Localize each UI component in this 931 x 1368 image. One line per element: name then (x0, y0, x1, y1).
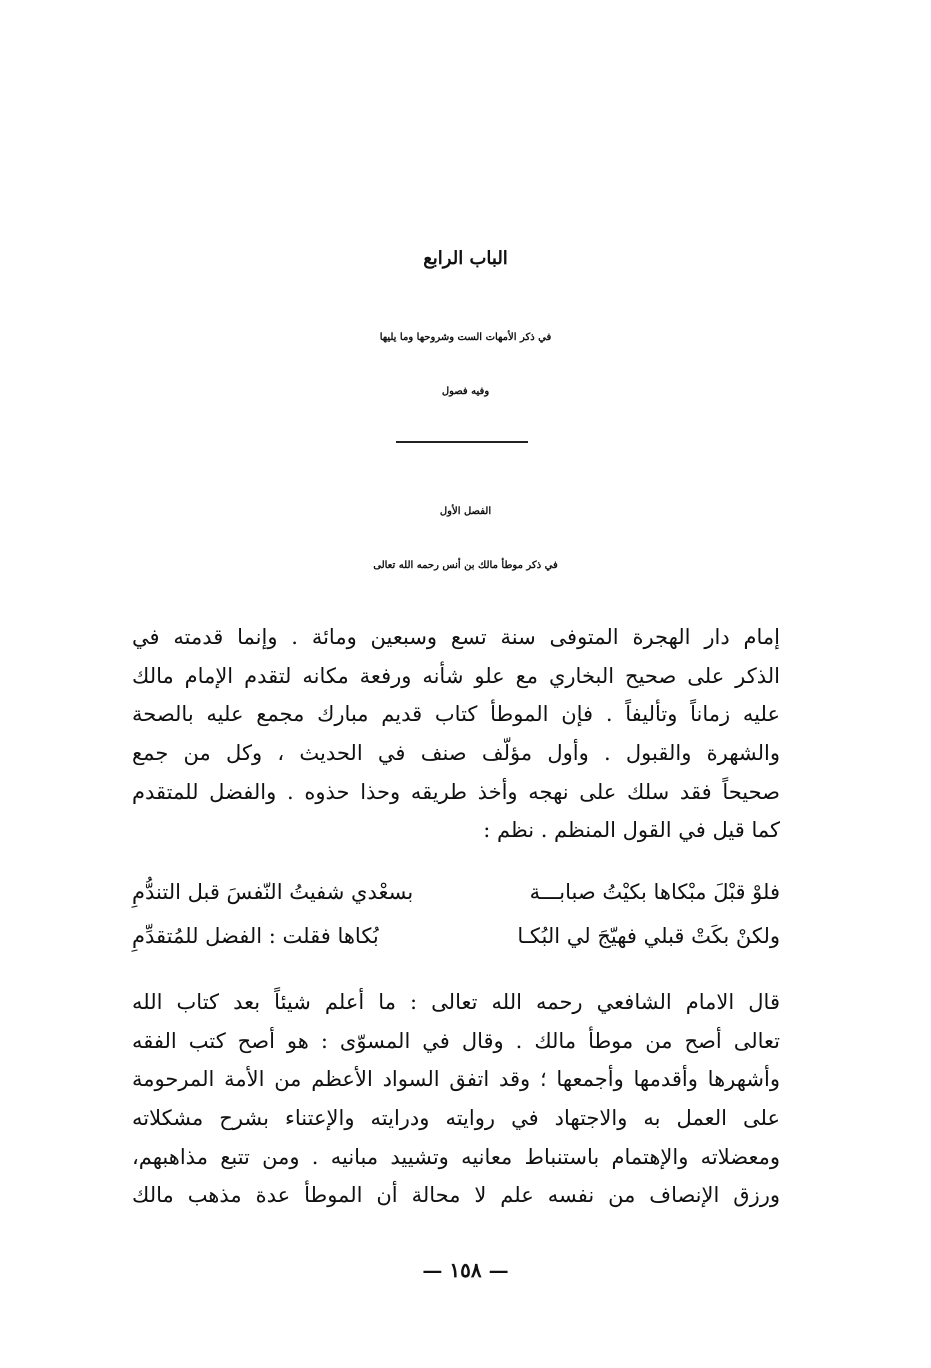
verse-first-hemistich: ولكنْ بكَتْ قبلي فهيّجَ لي البُكـا (517, 924, 780, 948)
verse-line (132, 872, 780, 912)
paragraph-shafii (132, 983, 780, 1215)
text-line: ورزق الإنصاف من نفسه علم لا محالة أن الموطأ عدة مذهب مالك (132, 1183, 780, 1208)
text-line: عليه زماناً وتأليفاً . فإن الموطأ كتاب قديم مبارك مجمع عليه بالصحة (132, 702, 780, 727)
chapter-title: الباب الرابع (423, 248, 508, 269)
page-number: — ١٥٨ — (422, 1258, 509, 1282)
verse-second-hemistich: بُكاها فقلت : الفضل للمُتقدِّمِ (132, 924, 379, 948)
verse-second-hemistich: بسعْدي شفيتُ النّفسَ قبل التندُّمِ (132, 880, 414, 904)
paragraph-intro (132, 618, 780, 850)
text-line: على العمل به والاجتهاد في روايته ودرايته والإعتناء بشرح مشكلاته (132, 1106, 780, 1131)
text-line: الذكر على صحيح البخاري مع علو شأنه ورفعة مكانه لتقدم الإمام مالك (132, 663, 780, 688)
text-line: وأشهرها وأقدمها وأجمعها ؛ وقد اتفق السواد الأعظم من الأمة المرحومة (132, 1067, 780, 1092)
section-subtitle: في ذكر موطأ مالك بن أنس رحمه الله تعالى (373, 560, 558, 571)
verse-first-hemistich: فلوْ قبْلَ مبْكاها بكيْتُ صبابـــة (529, 880, 780, 904)
text-line: ومعضلاته والإهتمام باستنباط معانيه وتشييد مبانيه . ومن تتبع مذاهبهم، (132, 1144, 780, 1169)
text-line: إمام دار الهجرة المتوفى سنة تسع وسبعين ومائة . وإنما قدمته في (132, 625, 780, 649)
text-line: والشهرة والقبول . وأول مؤلّف صنف في الحديث ، وكل من جمع (132, 741, 780, 766)
verse-line (132, 916, 780, 956)
text-line: تعالى أصح من موطأ مالك . وقال في المسوّى : هو أصح كتب الفقه (132, 1028, 780, 1053)
text-line: صحيحاً فقد سلك على نهجه وأخذ طريقه وحذا حذوه . والفضل للمتقدم (132, 779, 780, 804)
text-line: كما قيل في القول المنظم . نظم : (483, 818, 780, 843)
title-divider (396, 441, 528, 443)
section-title: الفصل الأول (439, 506, 492, 517)
text-line: قال الامام الشافعي رحمه الله تعالى : ما أعلم شيئاً بعد كتاب الله (132, 990, 780, 1014)
chapter-subtitle: في ذكر الأمهات الست وشروحها وما يليها (379, 332, 552, 343)
chapter-note: وفيه فصول (441, 386, 490, 397)
